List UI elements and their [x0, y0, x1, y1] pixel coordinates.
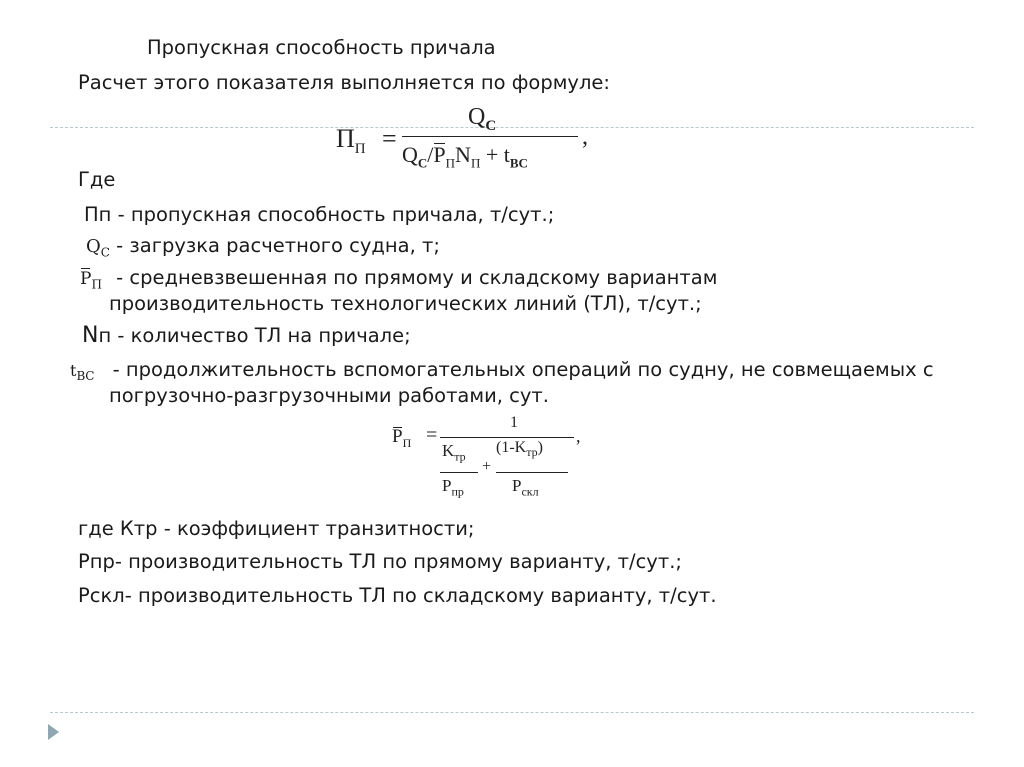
- formula2-f1-bar: [440, 472, 478, 473]
- def-qc-text: - загрузка расчетного судна, т;: [116, 234, 440, 257]
- def-np-symbol-big: N: [82, 323, 99, 348]
- formula2-lhs-sub: П: [402, 435, 412, 450]
- where-label: Где: [78, 168, 116, 191]
- formula1-den-n: N: [455, 142, 471, 167]
- formula2-comma: ,: [576, 426, 581, 446]
- def-tvs-symbol: t: [70, 361, 77, 380]
- formula2-main-bar: [440, 437, 574, 438]
- formula2-f1-num-sub: тр: [454, 449, 466, 464]
- formula-weighted-productivity: [390, 414, 590, 508]
- formula1-den-plus: + t: [485, 142, 510, 167]
- formula1-num: Q: [468, 104, 486, 130]
- formula2-f1-num: K: [442, 441, 455, 460]
- formula1-den-slash: /: [427, 142, 434, 167]
- def-np-text: - количество ТЛ на причале;: [117, 324, 411, 347]
- def-throughput: [84, 203, 554, 227]
- formula2-f2-bar: [496, 472, 568, 473]
- def-rp-sub: П: [91, 277, 102, 292]
- def-pp-symbol: Пп: [84, 203, 112, 226]
- formula1-eq: =: [382, 124, 397, 153]
- formula2-f1-den: P: [442, 476, 452, 495]
- formula2-eq: =: [426, 424, 438, 446]
- formula2-f2-num: (1-K: [496, 439, 527, 456]
- def-tvs-sub: ВС: [76, 369, 95, 384]
- formula1-den-q-sub: C: [417, 155, 428, 171]
- formula2-plus: +: [482, 458, 492, 475]
- formula2-num: 1: [510, 414, 518, 431]
- formula1-num-sub: C: [485, 117, 497, 134]
- def-np-symbol-small: п: [98, 324, 112, 347]
- formula1-den-p: P: [433, 142, 446, 167]
- slide-title: Пропускная способность причала: [147, 36, 496, 59]
- formula-throughput: [330, 100, 630, 180]
- def-direct-productivity: Рпр- производительность ТЛ по прямому варианту, т/сут.;: [78, 550, 682, 573]
- def-transit-coefficient: где Ктр - коэффициент транзитности;: [78, 517, 475, 540]
- formula1-lhs: П: [336, 124, 355, 153]
- def-rp-text-line1: - средневзвешенная по прямому и складскому вариантам: [116, 266, 718, 289]
- def-rp-symbol: P: [80, 269, 92, 289]
- def-qc-sub: C: [100, 245, 110, 260]
- bottom-divider: [50, 712, 974, 713]
- intro-text: Расчет этого показателя выполняется по формуле:: [78, 71, 611, 94]
- def-lines-count: [82, 324, 411, 348]
- formula2-f2-den: P: [512, 476, 522, 495]
- formula2-f2-den-sub: скл: [521, 484, 539, 499]
- formula2-f2-num-close: ): [537, 439, 543, 456]
- formula1-den-n-sub: П: [470, 155, 481, 171]
- formula1-comma: ,: [582, 124, 588, 150]
- def-pp-text: - пропускная способность причала, т/сут.;: [117, 203, 555, 226]
- def-qc-symbol: Q: [86, 236, 101, 257]
- formula2-f2-num-sub: тр: [526, 445, 538, 460]
- formula1-den-t-sub: BC: [509, 155, 528, 171]
- formula1-lhs-sub: П: [354, 141, 366, 158]
- formula2-lhs: P: [392, 426, 403, 447]
- formula1-den-p-sub: П: [445, 155, 456, 171]
- def-storage-productivity: Рскл- производительность ТЛ по складскому варианту, т/сут.: [78, 584, 717, 607]
- def-load: [86, 234, 440, 265]
- slide-bullet-arrow-icon: [48, 724, 59, 740]
- def-rp-text-line2: производительность технологических линий (ТЛ), т/сут.;: [109, 292, 702, 315]
- formula1-den-q: Q: [402, 142, 418, 167]
- def-tvs-text-line2: погрузочно-разгрузочными работами, сут.: [109, 384, 549, 407]
- def-tvs-text-line1: - продолжительность вспомогательных операций по судну, не совмещаемых с: [112, 358, 934, 381]
- formula1-bar: [402, 136, 578, 137]
- formula2-f1-den-sub: пр: [451, 484, 464, 499]
